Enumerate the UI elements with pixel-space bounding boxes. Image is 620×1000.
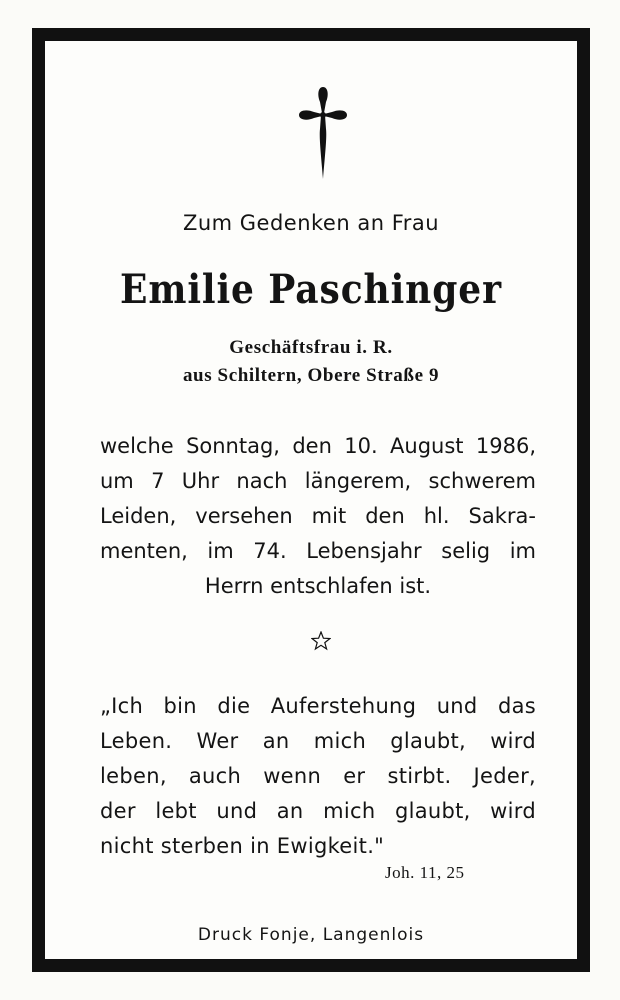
address: aus Schiltern, Obere Straße 9 [182,365,440,386]
notice-line: menten, im 74. Lebensjahr selig im [100,539,536,563]
star-icon [311,631,331,651]
memorial-card [32,28,590,972]
bible-quote [100,689,536,864]
quote-line: leben, auch wenn er stirbt. Jeder, [100,764,536,788]
death-notice [100,429,536,604]
quote-line: Leben. Wer an mich glaubt, wird [100,729,536,753]
quote-line: nicht sterben in Ewigkeit." [100,834,385,858]
occupation: Geschäftsfrau i. R. [229,337,393,358]
quote-reference: Joh. 11, 25 [385,863,465,882]
notice-line: Herrn entschlafen ist. [204,574,432,598]
notice-line: um 7 Uhr nach längerem, schwerem [100,469,536,493]
quote-line: „Ich bin die Auferstehung und das [100,694,536,718]
cross-icon [297,85,349,181]
notice-line: welche Sonntag, den 10. August 1986, [100,434,536,458]
printer-credit: Druck Fonje, Langenlois [197,925,425,945]
intro-text: Zum Gedenken an Frau [182,211,440,235]
quote-line: der lebt und an mich glaubt, wird [100,799,536,823]
notice-line: Leiden, versehen mit den hl. Sakra- [100,504,536,528]
deceased-name: Emilie Paschinger [120,266,502,313]
